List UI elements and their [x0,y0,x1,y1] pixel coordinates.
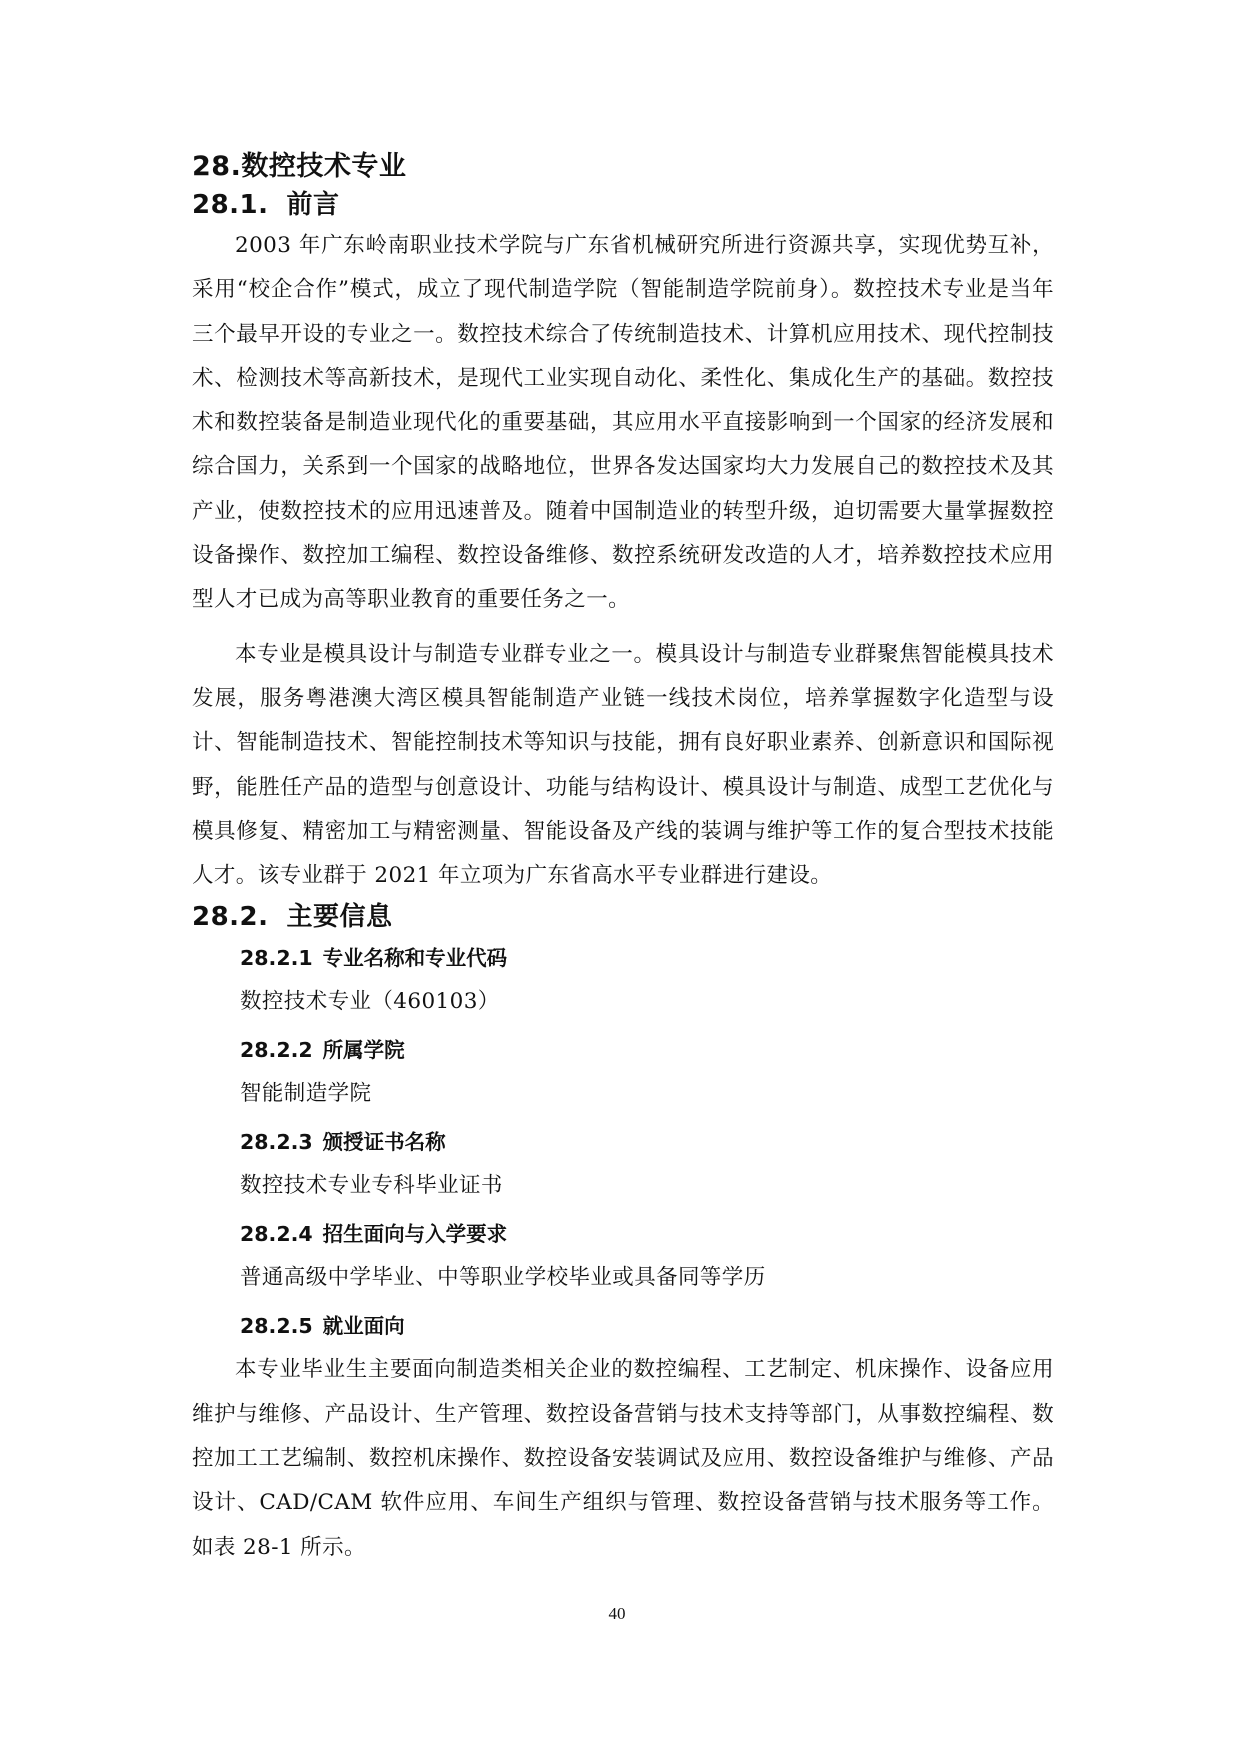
main-info-number: 28.2. [192,902,269,933]
subheading-label: 专业名称和专业代码 [322,946,508,971]
subheading-admission [192,1212,1054,1256]
subheading-number: 28.2.1 [240,946,313,971]
foreword-paragraph-2: 本专业是模具设计与制造专业群专业之一。模具设计与制造专业群聚焦智能模具技术发展，服务粤港澳大湾区模具智能制造产业链一线技术岗位，培养掌握数字化造型与设计、智能制造技术、智能控制技术等知识与技能，拥有良好职业素养、创新意识和国际视野，能胜任产品的造型与创意设计、功能与结构设计、模具设计与制造、成型工艺优化与模具修复、精密加工与精密测量、智能设备及产线的装调与维护等工作的复合型技术技能人才。该专业群于 2021 年立项为广东省高水平专业群进行建设。 [192,641,1054,889]
subheading-number: 28.2.4 [240,1222,313,1247]
subheading-number: 28.2.3 [240,1130,313,1155]
document-page [192,148,1054,1570]
main-info-title: 主要信息 [286,902,393,933]
foreword-paragraph-1: 2003 年广东岭南职业技术学院与广东省机械研究所进行资源共享，实现优势互补，采用“校企合作”模式，成立了现代制造学院（智能制造学院前身）。数控技术专业是当年三个最早开设的专业之一。数控技术综合了传统制造技术、计算机应用技术、现代控制技术、检测技术等高新技术，是现代工业实现自动化、柔性化、集成化生产的基础。数控技术和数控装备是制造业现代化的重要基础，其应用水平直接影响到一个国家的经济发展和综合国力，关系到一个国家的战略地位，世界各发达国家均大力发展自己的数控技术及其产业，使数控技术的应用迅速普及。随着中国制造业的转型升级，迫切需要大量掌握数控设备操作、数控加工编程、数控设备维修、数控系统研发改造的人才，培养数控技术应用型人才已成为高等职业教育的重要任务之一。 [192,233,1054,613]
subheading-number: 28.2.5 [240,1314,313,1339]
section-title: 28.数控技术专业 [192,151,407,182]
subheading-major-name [192,936,1054,980]
subheading-number: 28.2.2 [240,1038,313,1063]
major-name-value: 数控技术专业（460103） [240,989,500,1015]
subheading-label: 所属学院 [322,1038,405,1063]
foreword-number: 28.1. [192,190,269,220]
certificate-value: 数控技术专业专科毕业证书 [240,1173,503,1199]
subheading-employment [192,1304,1054,1348]
admission-value: 普通高级中学毕业、中等职业学校毕业或具备同等学历 [240,1265,766,1291]
foreword-heading [192,186,1054,224]
subheading-label: 颁授证书名称 [322,1130,446,1155]
subheading-certificate [192,1120,1054,1164]
college-value: 智能制造学院 [240,1081,372,1107]
main-info-heading [192,898,1054,936]
subheading-label: 就业面向 [322,1314,405,1339]
subheading-college [192,1028,1054,1072]
page-number: 40 [608,1604,626,1623]
employment-paragraph: 本专业毕业生主要面向制造类相关企业的数控编程、工艺制定、机床操作、设备应用维护与维修、产品设计、生产管理、数控设备营销与技术支持等部门，从事数控编程、数控加工工艺编制、数控机床操作、数控设备安装调试及应用、数控设备维护与维修、产品设计、CAD/CAM 软件应用、车间生产组织与管理、数控设备营销与技术服务等工作。如表 28-1 所示。 [192,1357,1054,1560]
foreword-title: 前言 [286,190,340,220]
subheading-label: 招生面向与入学要求 [322,1222,508,1247]
